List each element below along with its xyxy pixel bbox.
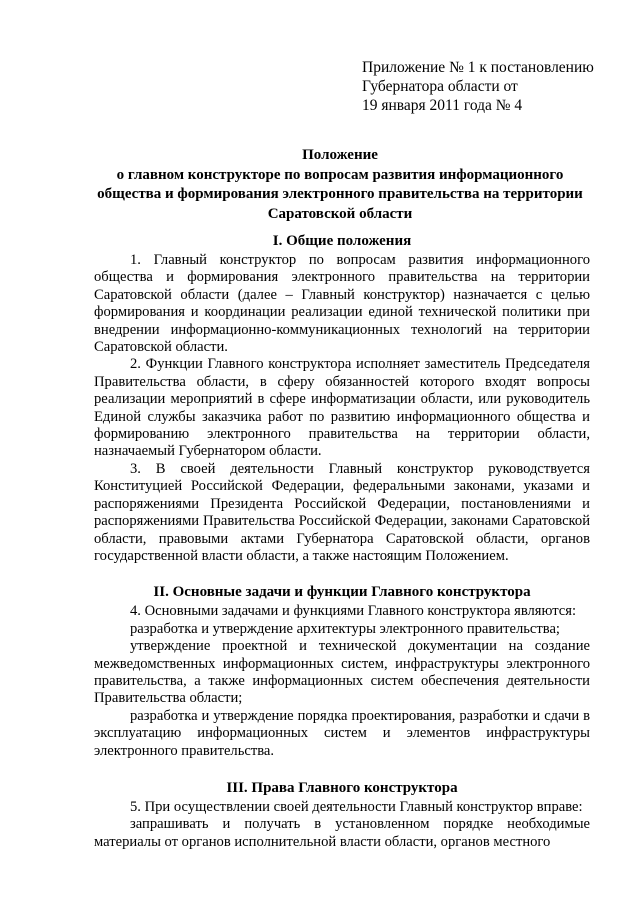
section-heading: II. Основные задачи и функции Главного конструктора bbox=[153, 584, 531, 601]
document-title bbox=[90, 146, 590, 224]
section-heading: I. Общие положения bbox=[272, 233, 412, 249]
paragraph-1: 1. Главный конструктор по вопросам развития информационного общества и формирования электронного правительства на территории Саратовской области (далее – Главный конструктор) назначается с целью формирования и координации реализации единой технической политики при внедрении информационно-коммуникационных технологий на территории Саратовской области. bbox=[94, 252, 590, 356]
section-tasks bbox=[94, 583, 590, 760]
list-item: утверждение проектной и технической документации на создание межведомственных информационных систем, инфраструктуры электронного правительства, а также информационных систем обеспечения деятельности Правительства области; bbox=[94, 638, 590, 707]
appendix-line-1: Приложение № 1 к постановлению bbox=[362, 59, 594, 76]
paragraph-3: 3. В своей деятельности Главный конструктор руководствуется Конституцией Российской Федерации, федеральными законами, указами и распоряжениями Президента Российской Федерации, постановлениями и распоряжениями Правительства Российской Федерации, законами Саратовской области, правовыми актами Губернатора Саратовской области, органов государственной власти области, а также настоящим Положением. bbox=[94, 460, 590, 564]
section-general bbox=[94, 232, 590, 565]
list-item: запрашивать и получать в установленном порядке необходимые материалы от органов исполнительной власти области, органов местного bbox=[94, 816, 590, 850]
title-line-2: о главном конструкторе по вопросам развития информационного bbox=[116, 166, 564, 183]
spacer bbox=[94, 565, 590, 583]
section-heading: III. Права Главного конструктора bbox=[226, 779, 458, 796]
document-body bbox=[94, 232, 590, 851]
appendix-line-3: 19 января 2011 года № 4 bbox=[362, 97, 523, 114]
spacer bbox=[94, 760, 590, 779]
title-line-4: Саратовской области bbox=[267, 205, 413, 222]
paragraph-2: 2. Функции Главного конструктора исполняет заместитель Председателя Правительства области, в сферу обязанностей которого входят вопросы реализации мероприятий в сфере информатизации области, или руководитель Единой службы заказчика работ по развитию информационного общества и формированию электронного правительства на территории области, назначаемый Губернатором области. bbox=[94, 356, 590, 460]
title-line-3: общества и формирования электронного правительства на территории bbox=[97, 186, 583, 202]
list-item: разработка и утверждение архитектуры электронного правительства; bbox=[130, 620, 560, 637]
appendix-note bbox=[362, 58, 622, 115]
appendix-line-2: Губернатора области от bbox=[362, 78, 518, 95]
section-rights bbox=[94, 779, 590, 851]
paragraph-5: 5. При осуществлении своей деятельности Главный конструктор вправе: bbox=[130, 798, 583, 815]
title-line-1: Положение bbox=[302, 147, 378, 163]
paragraph-4: 4. Основными задачами и функциями Главного конструктора являются: bbox=[130, 603, 577, 620]
list-item: разработка и утверждение порядка проектирования, разработки и сдачи в эксплуатацию информационных систем и элементов инфраструктуры электронного правительства. bbox=[94, 707, 590, 759]
